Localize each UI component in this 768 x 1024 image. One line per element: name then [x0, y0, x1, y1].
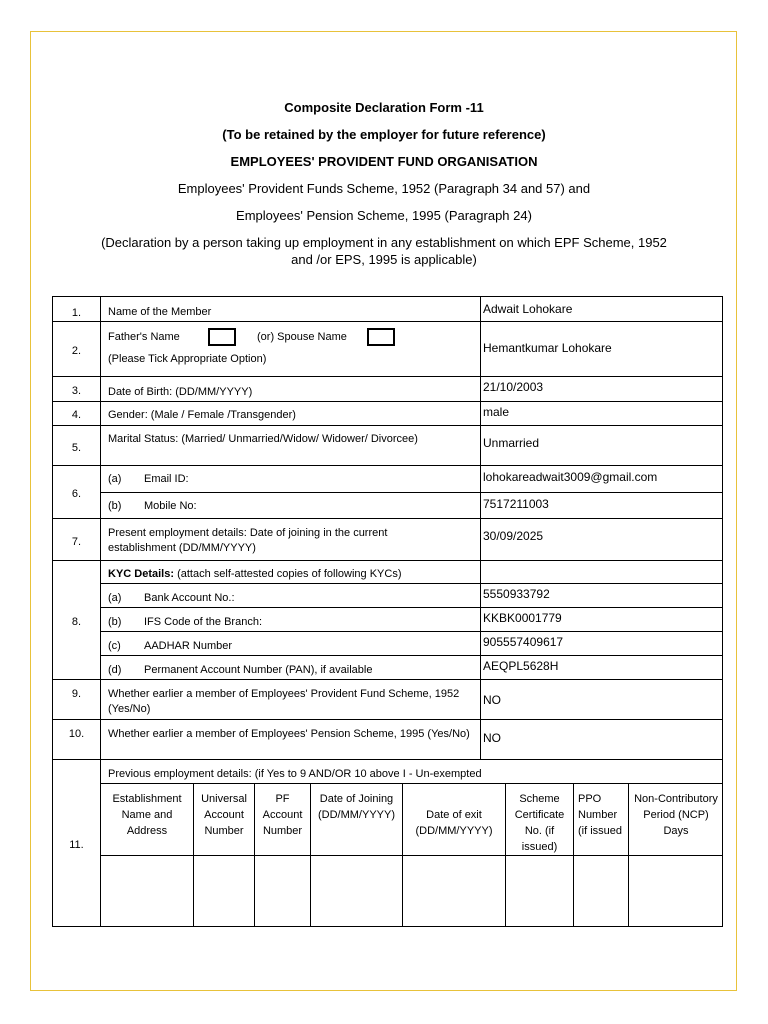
row-number: 10.: [68, 728, 85, 740]
form-subtitle: (To be retained by the employer for future reference): [222, 127, 546, 142]
pan-value[interactable]: AEQPL5628H: [483, 659, 559, 673]
kyc-details-heading: KYC Details: (attach self-attested copies of following KYCs): [108, 568, 402, 580]
scheme-line-2: Employees' Pension Scheme, 1995 (Paragraph 24): [236, 208, 532, 223]
cell-ppo-number[interactable]: [574, 856, 628, 925]
previous-employment-label: Previous employment details: (if Yes to 9 AND/OR 10 above I - Un-exempted: [108, 768, 482, 780]
bank-account-label: (a) Bank Account No.:: [108, 592, 235, 604]
dob-value[interactable]: 21/10/2003: [483, 380, 544, 394]
joining-date-value[interactable]: 30/09/2025: [483, 529, 544, 543]
row-number: 7.: [71, 536, 82, 548]
father-spouse-name-value[interactable]: Hemantkumar Lohokare: [483, 341, 612, 355]
row-number: 8.: [71, 616, 82, 628]
cell-date-exit[interactable]: [403, 856, 505, 925]
col-ncp-days: Non-Contributory Period (NCP) Days: [634, 793, 718, 837]
row-number: 2.: [71, 345, 82, 357]
scheme-line-1: Employees' Provident Funds Scheme, 1952 (Paragraph 34 and 57) and: [177, 181, 591, 196]
cell-scheme-certificate[interactable]: [506, 856, 573, 925]
member-name-label: Name of the Member: [108, 306, 212, 318]
col-scheme-certificate: Scheme Certificate No. (if issued): [514, 793, 565, 853]
marital-status-label: Marital Status: (Married/ Unmarried/Widow/ Widower/ Divorcee): [108, 433, 418, 445]
email-value[interactable]: lohokareadwait3009@gmail.com: [483, 470, 658, 484]
spouse-name-checkbox[interactable]: [367, 328, 395, 346]
aadhar-label: (c) AADHAR Number: [108, 640, 233, 652]
col-establishment: Establishment Name and Address: [112, 793, 182, 837]
row-number: 5.: [71, 442, 82, 454]
row-number: 6.: [71, 488, 82, 500]
marital-status-value[interactable]: Unmarried: [483, 436, 540, 450]
ifsc-label: (b) IFS Code of the Branch:: [108, 616, 263, 628]
row-number: 4.: [71, 409, 82, 421]
eps-member-label: Whether earlier a member of Employees' Pension Scheme, 1995 (Yes/No): [108, 728, 470, 740]
bank-account-value[interactable]: 5550933792: [483, 587, 550, 601]
tick-option-note: (Please Tick Appropriate Option): [108, 353, 267, 365]
col-pf-account: PF Account Number: [262, 793, 303, 837]
col-ppo-number: PPO Number (if issued: [578, 793, 623, 837]
member-name-value[interactable]: Adwait Lohokare: [483, 302, 573, 316]
aadhar-value[interactable]: 905557409617: [483, 635, 564, 649]
col-date-joining: Date of Joining (DD/MM/YYYY): [318, 793, 395, 821]
cell-establishment[interactable]: [101, 856, 193, 925]
organisation-name: EMPLOYEES' PROVIDENT FUND ORGANISATION: [230, 154, 538, 169]
row-number: 3.: [71, 385, 82, 397]
joining-date-label: Present employment details: Date of joining in the current establishment (DD/MM/YYYY): [108, 527, 388, 554]
spouse-name-label: (or) Spouse Name: [257, 331, 347, 343]
father-name-label: Father's Name: [108, 331, 180, 343]
col-uan: Universal Account Number: [201, 793, 247, 837]
cell-pf-account[interactable]: [255, 856, 310, 925]
email-label: (a) Email ID:: [108, 473, 189, 485]
dob-label: Date of Birth: (DD/MM/YYYY): [108, 386, 253, 398]
epf-member-value[interactable]: NO: [483, 693, 501, 707]
gender-label: Gender: (Male / Female /Transgender): [108, 409, 296, 421]
cell-ncp-days[interactable]: [629, 856, 722, 925]
epf-member-label: Whether earlier a member of Employees' Provident Fund Scheme, 1952 (Yes/No): [108, 688, 460, 715]
cell-uan[interactable]: [194, 856, 254, 925]
form-title: Composite Declaration Form -11: [284, 100, 484, 115]
row-number: 1.: [71, 307, 82, 319]
father-name-checkbox[interactable]: [208, 328, 236, 346]
col-date-exit: Date of exit (DD/MM/YYYY): [415, 809, 493, 837]
row-number: 11.: [69, 839, 84, 851]
declaration-note: (Declaration by a person taking up employment in any establishment on which EPF Scheme, 1952 and /or EPS, 1995 is applicable): [101, 235, 667, 267]
pan-label: (d) Permanent Account Number (PAN), if available: [108, 664, 373, 676]
ifsc-value[interactable]: KKBK0001779: [483, 611, 562, 625]
declaration-table: [52, 296, 723, 927]
mobile-value[interactable]: 7517211003: [483, 497, 549, 511]
row-number: 9.: [71, 688, 82, 700]
mobile-label: (b) Mobile No:: [108, 500, 197, 512]
gender-value[interactable]: male: [483, 405, 510, 419]
eps-member-value[interactable]: NO: [483, 731, 501, 745]
cell-date-joining[interactable]: [311, 856, 402, 925]
